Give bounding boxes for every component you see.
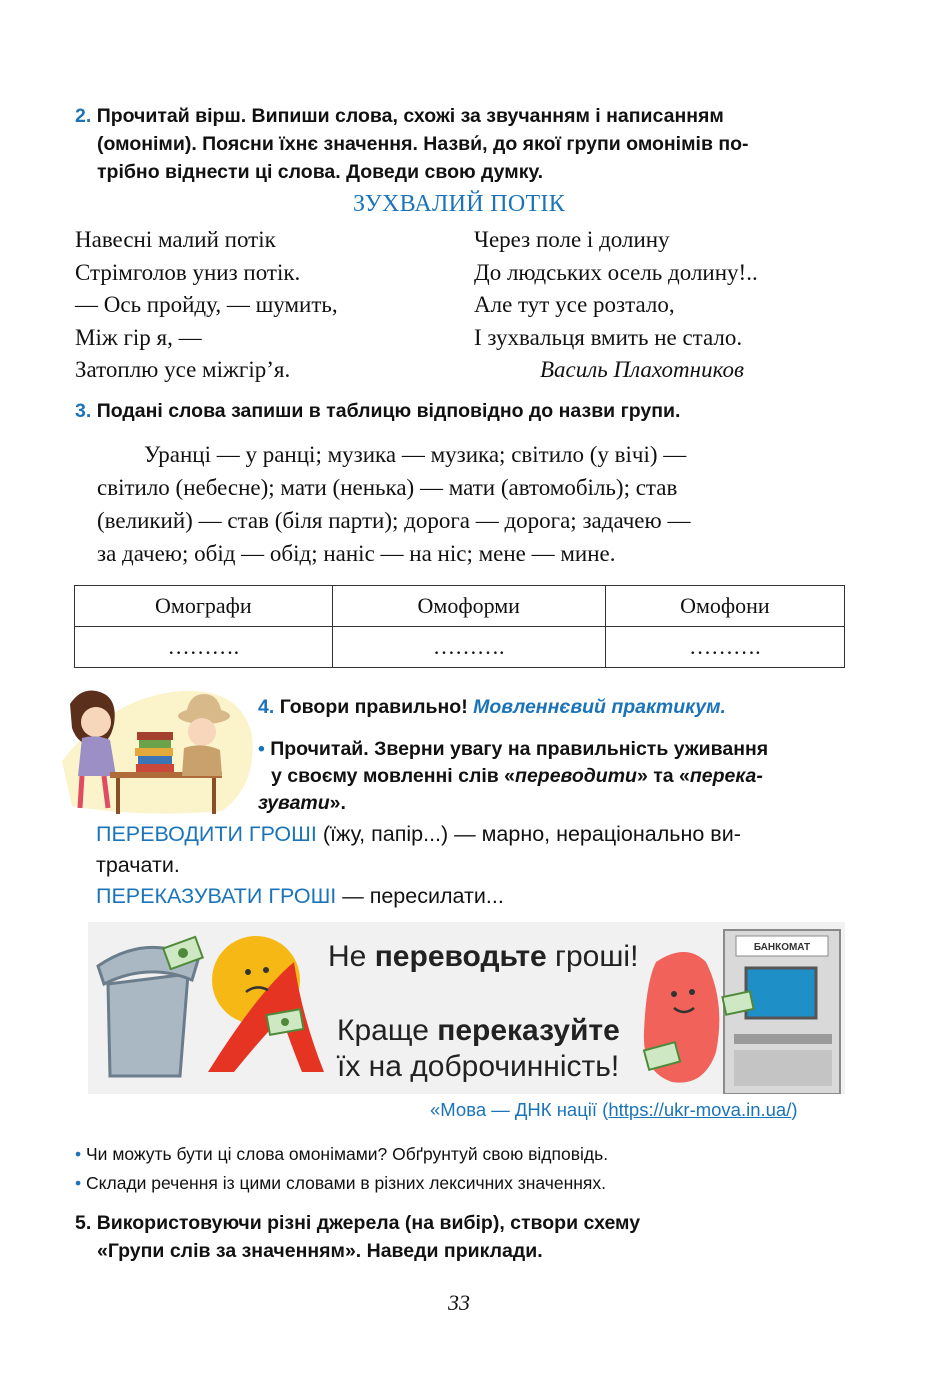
trash-bin-money-illustration [88, 922, 328, 1094]
homonym-groups-table [74, 585, 845, 668]
table-row [75, 627, 845, 668]
task-4-number: 4. [258, 696, 275, 718]
girls-reading-illustration [52, 676, 257, 818]
poster-line-3: їх на доброчинність! [337, 1050, 620, 1083]
task-3-word-pairs: Уранці — у ранці; музика — музика; світило (у вічі) — світило (небесне); мати (ненька) — мати (автомобіль); став (великий) — став (біля парти); дорога — дорога; задачею — за дачею; обід — обід; наніс — на ніс; мене — мине. [97, 442, 691, 566]
poem-author: Василь Плахотников [540, 357, 744, 382]
definition-perevodyty: ПЕРЕВОДИТИ ГРОШІ (їжу, папір...) — марно, нераціонально ви- трачати. [96, 822, 741, 877]
list-item: • Склади речення із цими словами в різних лексичних значеннях. [75, 1173, 606, 1193]
task-4-title: 4. Говори правильно! Мовленнєвий практикум. [258, 696, 726, 718]
poster-line-2: Краще переказуйте [337, 1014, 620, 1047]
poem-right-column: Через поле і долину До людських осель долину!.. Але тут усе розтало, І зухвальця вмить не стало. Василь Плахотников [474, 224, 758, 387]
task-5-instruction: 5. Використовуючи різні джерела (на вибір), створи схему «Групи слів за значенням». Наведи приклади. [75, 1212, 641, 1262]
definition-perekazuvaty: ПЕРЕКАЗУВАТИ ГРОШІ — пересилати... [96, 884, 504, 908]
poem-title: ЗУХВАЛИЙ ПОТІК [352, 191, 566, 217]
task-3-instruction: 3. Подані слова запиши в таблицю відповідно до назви групи. [75, 400, 681, 422]
poster-line-1: Не переводьте гроші! [328, 940, 639, 973]
table-cell: ………. [75, 627, 333, 668]
task-4-instruction: • Прочитай. Зверни увагу на правильність уживання у своєму мовленні слів «переводити» та «перека- зувати». [258, 738, 769, 814]
task-2-number: 2. [75, 105, 92, 127]
bullet-icon: • [258, 738, 265, 760]
table-header-cell: Омографи [75, 586, 333, 627]
source-link[interactable]: https://ukr-mova.in.ua/ [608, 1099, 792, 1120]
atm-label: БАНКОМАТ [753, 942, 811, 953]
poster-banner [88, 922, 845, 1094]
table-header-row [75, 586, 845, 627]
source-citation: «Мова — ДНК нації (https://ukr-mova.in.ua/) [430, 1099, 798, 1120]
atm-character-illustration [636, 922, 845, 1094]
poem-left-column: Навесні малий потік Стрімголов униз потік. — Ось пройду, — шумить, Між гір я, — Затоплю усе міжгір’я. [75, 227, 338, 382]
questions-list [75, 1140, 608, 1198]
task-2-instruction: 2. Прочитай вірш. Випиши слова, схожі за звучанням і написанням (омоніми). Поясни їхнє значення. Назви́, до якої групи омонімів по- трібно віднести ці слова. Доведи свою думку. [75, 105, 749, 183]
table-cell: ………. [605, 627, 844, 668]
task-5-number: 5. [75, 1212, 92, 1234]
list-item: • Чи можуть бути ці слова омонімами? Обґрунтуй свою відповідь. [75, 1144, 609, 1164]
table-header-cell: Омоформи [332, 586, 605, 627]
table-cell: ………. [332, 627, 605, 668]
page-number: 33 [448, 1290, 470, 1315]
task-3-number: 3. [75, 400, 92, 422]
table-header-cell: Омофони [605, 586, 844, 627]
